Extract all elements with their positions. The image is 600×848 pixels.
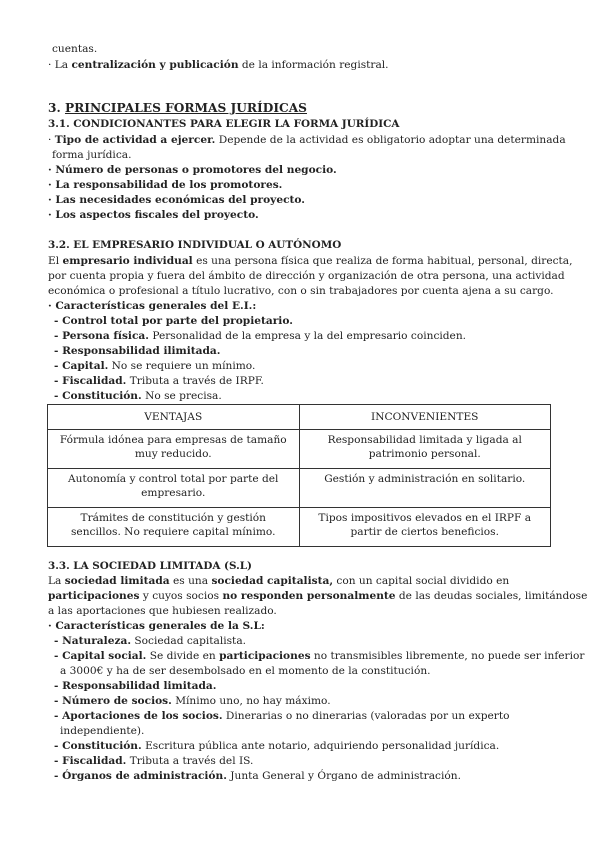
list-item: - Constitución. Escritura pública ante notario, adquiriendo personalidad jurídica. <box>54 740 500 752</box>
list-item: - Constitución. No se precisa. <box>54 390 222 402</box>
text-line: forma jurídica. <box>52 149 132 161</box>
table-row <box>48 508 551 547</box>
list-item: - Órganos de administración. Junta General y Órgano de administración. <box>54 770 461 782</box>
table-header-cell: VENTAJAS <box>48 405 300 430</box>
bullet-item: · Características generales de la S.L: <box>48 620 265 632</box>
table-header-row <box>48 405 551 430</box>
table-row <box>48 430 551 469</box>
list-item: - Fiscalidad. Tributa a través de IRPF. <box>54 375 264 387</box>
section-heading: 3. PRINCIPALES FORMAS JURÍDICAS <box>48 101 307 115</box>
table-cell: Responsabilidad limitada y ligada al patrimonio personal. <box>299 430 551 469</box>
text-line: cuentas. <box>52 43 98 55</box>
text-line: económica o profesional a título lucrativo, con o sin trabajadores por cuenta ajena a su cargo. <box>48 285 554 297</box>
list-item: - Responsabilidad limitada. <box>54 680 217 692</box>
list-item: - Capital social. Se divide en participaciones no transmisibles libremente, no puede ser inferior <box>54 650 585 662</box>
list-item: - Capital. No se requiere un mínimo. <box>54 360 256 372</box>
text-line: independiente). <box>60 725 145 737</box>
subsection-heading: 3.1. CONDICIONANTES PARA ELEGIR LA FORMA JURÍDICA <box>48 118 400 130</box>
text-line: a 3000€ y ha de ser desembolsado en el momento de la constitución. <box>60 665 431 677</box>
list-item: - Aportaciones de los socios. Dinerarias o no dinerarias (valoradas por un experto <box>54 710 510 722</box>
table-cell: Tipos impositivos elevados en el IRPF a partir de ciertos beneficios. <box>299 508 551 547</box>
list-item: - Fiscalidad. Tributa a través del IS. <box>54 755 254 767</box>
list-item: - Número de socios. Mínimo uno, no hay máximo. <box>54 695 331 707</box>
table-cell: Fórmula idónea para empresas de tamaño muy reducido. <box>48 430 300 469</box>
list-item: - Control total por parte del propietario. <box>54 315 293 327</box>
subsection-heading: 3.3. LA SOCIEDAD LIMITADA (S.L) <box>48 560 252 572</box>
bullet-item: · Características generales del E.I.: <box>48 300 257 312</box>
table-row <box>48 469 551 508</box>
list-item: - Persona física. Personalidad de la empresa y la del empresario coinciden. <box>54 330 467 342</box>
text-line: a las aportaciones que hubiesen realizado. <box>48 605 277 617</box>
advantages-table <box>47 404 551 547</box>
text-line: El empresario individual es una persona física que realiza de forma habitual, personal, directa, <box>48 255 573 267</box>
bullet-item: · Número de personas o promotores del negocio. <box>48 164 337 176</box>
bullet-item: · La responsabilidad de los promotores. <box>48 179 283 191</box>
subsection-heading: 3.2. EL EMPRESARIO INDIVIDUAL O AUTÓNOMO <box>48 239 342 251</box>
table-cell: Autonomía y control total por parte del empresario. <box>48 469 300 508</box>
text-line: participaciones y cuyos socios no responden personalmente de las deudas sociales, limitándose <box>48 590 588 602</box>
text-line: La sociedad limitada es una sociedad capitalista, con un capital social dividido en <box>48 575 510 587</box>
bullet-item: · Las necesidades económicas del proyecto. <box>48 194 305 206</box>
list-item: - Responsabilidad ilimitada. <box>54 345 221 357</box>
text-line: por cuenta propia y fuera del ámbito de dirección y organización de otra persona, una actividad <box>48 270 565 282</box>
list-item: - Naturaleza. Sociedad capitalista. <box>54 635 247 647</box>
table-cell: Gestión y administración en solitario. <box>299 469 551 508</box>
table-header-cell: INCONVENIENTES <box>299 405 551 430</box>
bullet-item: · Los aspectos fiscales del proyecto. <box>48 209 259 221</box>
bullet-item: · Tipo de actividad a ejercer. Depende de la actividad es obligatorio adoptar una determinada <box>48 134 566 146</box>
table-cell: Trámites de constitución y gestión sencillos. No requiere capital mínimo. <box>48 508 300 547</box>
text-line: · La centralización y publicación de la información registral. <box>48 59 389 71</box>
